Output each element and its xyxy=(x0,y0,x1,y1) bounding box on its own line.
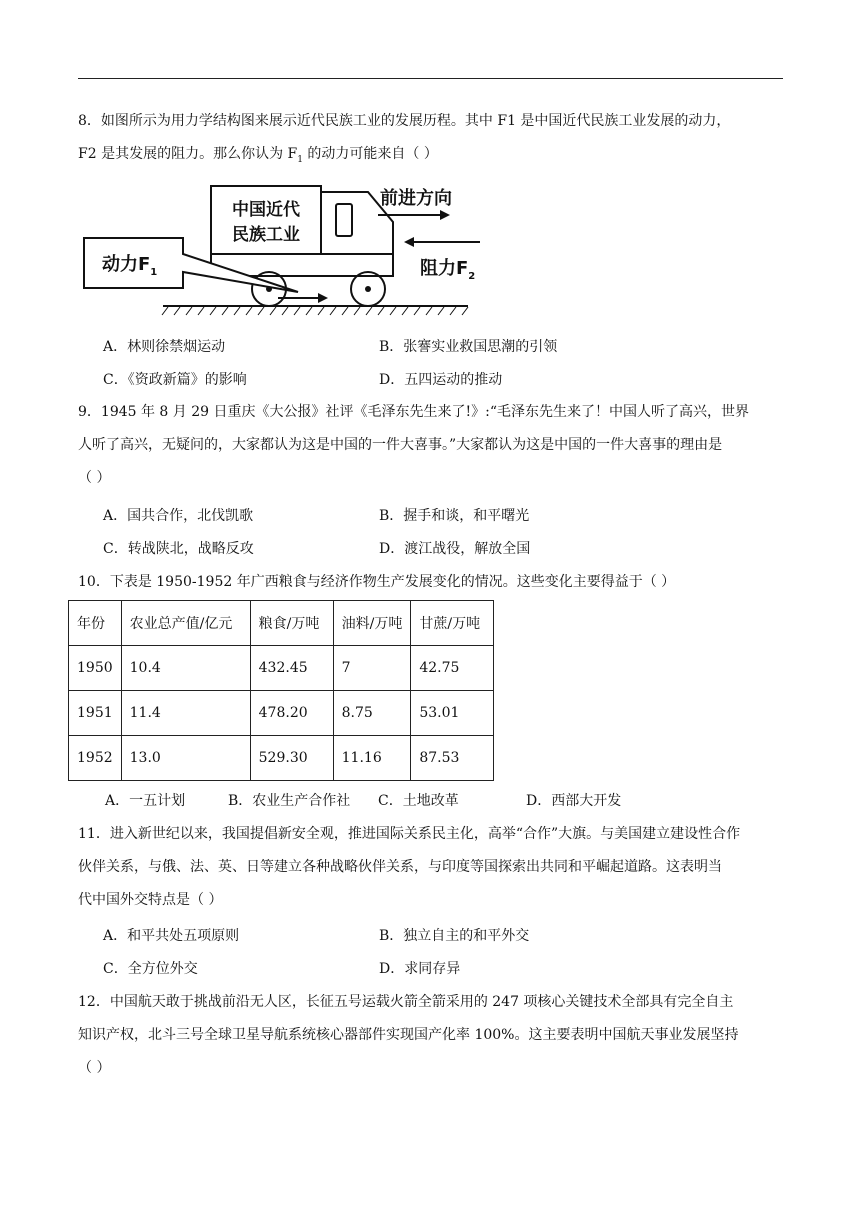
option-9b: B．握手和谈，和平曙光 xyxy=(379,508,530,524)
question-8-line-1: 8．如图所示为用力学结构图来展示近代民族工业的发展历程。其中 F1 是中国近代民族工业发展的动力， xyxy=(78,113,731,129)
question-11-stem xyxy=(78,818,783,917)
option-11d: D．求同存异 xyxy=(379,961,461,977)
option-9c: C．转战陕北，战略反攻 xyxy=(103,541,254,557)
option-10d: D．西部大开发 xyxy=(526,793,622,809)
table-cell: 1952 xyxy=(69,736,122,781)
table-cell: 1951 xyxy=(69,691,122,736)
option-9a: A．国共合作，北伐凯歌 xyxy=(103,508,254,524)
question-12-line-2: 知识产权，北斗三号全球卫星导航系统核心器部件实现国产化率 100%。这主要表明中国航天事业发展坚持 xyxy=(78,1027,739,1043)
table-cell: 1950 xyxy=(69,646,122,691)
table-cell: 10.4 xyxy=(121,646,250,691)
diagram-box-text-1: 中国近代 xyxy=(232,200,300,220)
table-header-cell: 油料/万吨 xyxy=(333,601,411,646)
header-rule xyxy=(78,78,783,79)
question-12-stem xyxy=(78,986,783,1085)
question-10-line-1: 10．下表是 1950-1952 年广西粮食与经济作物生产发展变化的情况。这些变化主要得益于（ ） xyxy=(78,574,676,590)
option-11a: A．和平共处五项原则 xyxy=(103,928,240,944)
table-row xyxy=(69,646,494,691)
force1-label: 动力$F_1$ xyxy=(102,254,158,278)
table-cell: 13.0 xyxy=(121,736,250,781)
force2-label: 阻力$F_2$ xyxy=(420,258,476,282)
option-10a: A．一五计划 xyxy=(105,793,186,809)
option-8a: A．林则徐禁烟运动 xyxy=(103,339,226,355)
force-diagram xyxy=(78,182,508,318)
question-8-stem xyxy=(78,105,783,171)
question-11-line-2: 伙伴关系，与俄、法、英、日等建立各种战略伙伴关系，与印度等国探索出共同和平崛起道路。这表明当 xyxy=(78,859,722,875)
table-cell: 11.4 xyxy=(121,691,250,736)
table-cell: 42.75 xyxy=(411,646,494,691)
table-cell: 529.30 xyxy=(250,736,333,781)
table-row xyxy=(69,736,494,781)
table-header-cell: 年份 xyxy=(69,601,122,646)
table-cell: 432.45 xyxy=(250,646,333,691)
table-cell: 87.53 xyxy=(411,736,494,781)
table-cell: 11.16 xyxy=(333,736,411,781)
option-8b: B．张謇实业救国思潮的引领 xyxy=(379,339,558,355)
question-9-stem xyxy=(78,396,783,495)
question-11-line-1: 11．进入新世纪以来，我国提倡新安全观，推进国际关系民主化，高举“合作”大旗。与美国建立建设性合作 xyxy=(78,826,741,842)
diagram-box-text-2: 民族工业 xyxy=(232,225,300,245)
production-table xyxy=(68,600,494,781)
option-8c: C．《资政新篇》的影响 xyxy=(103,372,247,388)
table-cell: 7 xyxy=(333,646,411,691)
table-header-row xyxy=(69,601,494,646)
table-cell: 478.20 xyxy=(250,691,333,736)
question-8-line-2: F2 是其发展的阻力。那么你认为 $F_1$ 的动力可能来自（ ） xyxy=(78,146,438,165)
table-header-cell: 粮食/万吨 xyxy=(250,601,333,646)
option-10b: B．农业生产合作社 xyxy=(228,793,351,809)
table-header-cell: 甘蔗/万吨 xyxy=(411,601,494,646)
table-cell: 53.01 xyxy=(411,691,494,736)
question-9-line-2: 人听了高兴，无疑问的，大家都认为这是中国的一件大喜事。”大家都认为这是中国的一件大喜事的理由是 xyxy=(78,437,723,453)
table-row xyxy=(69,691,494,736)
question-12-line-1: 12．中国航天敢于挑战前沿无人区，长征五号运载火箭全箭采用的 247 项核心关键技术全部具有完全自主 xyxy=(78,994,734,1010)
question-10-stem xyxy=(78,566,783,599)
table-cell: 8.75 xyxy=(333,691,411,736)
question-9-line-3: （ ） xyxy=(78,470,111,486)
question-11-line-3: 代中国外交特点是（ ） xyxy=(78,892,223,908)
option-10c: C．土地改革 xyxy=(378,793,459,809)
table-header-cell: 农业总产值/亿元 xyxy=(121,601,250,646)
option-8d: D．五四运动的推动 xyxy=(379,372,503,388)
option-11b: B．独立自主的和平外交 xyxy=(379,928,530,944)
question-9-line-1: 9．1945 年 8 月 29 日重庆《大公报》社评《毛泽东先生来了!》:“毛泽东先生来了！中国人听了高兴，世界 xyxy=(78,404,750,420)
question-12-line-3: （ ） xyxy=(78,1060,111,1076)
direction-label: 前进方向 xyxy=(380,188,452,209)
option-11c: C．全方位外交 xyxy=(103,961,198,977)
option-9d: D．渡江战役，解放全国 xyxy=(379,541,531,557)
